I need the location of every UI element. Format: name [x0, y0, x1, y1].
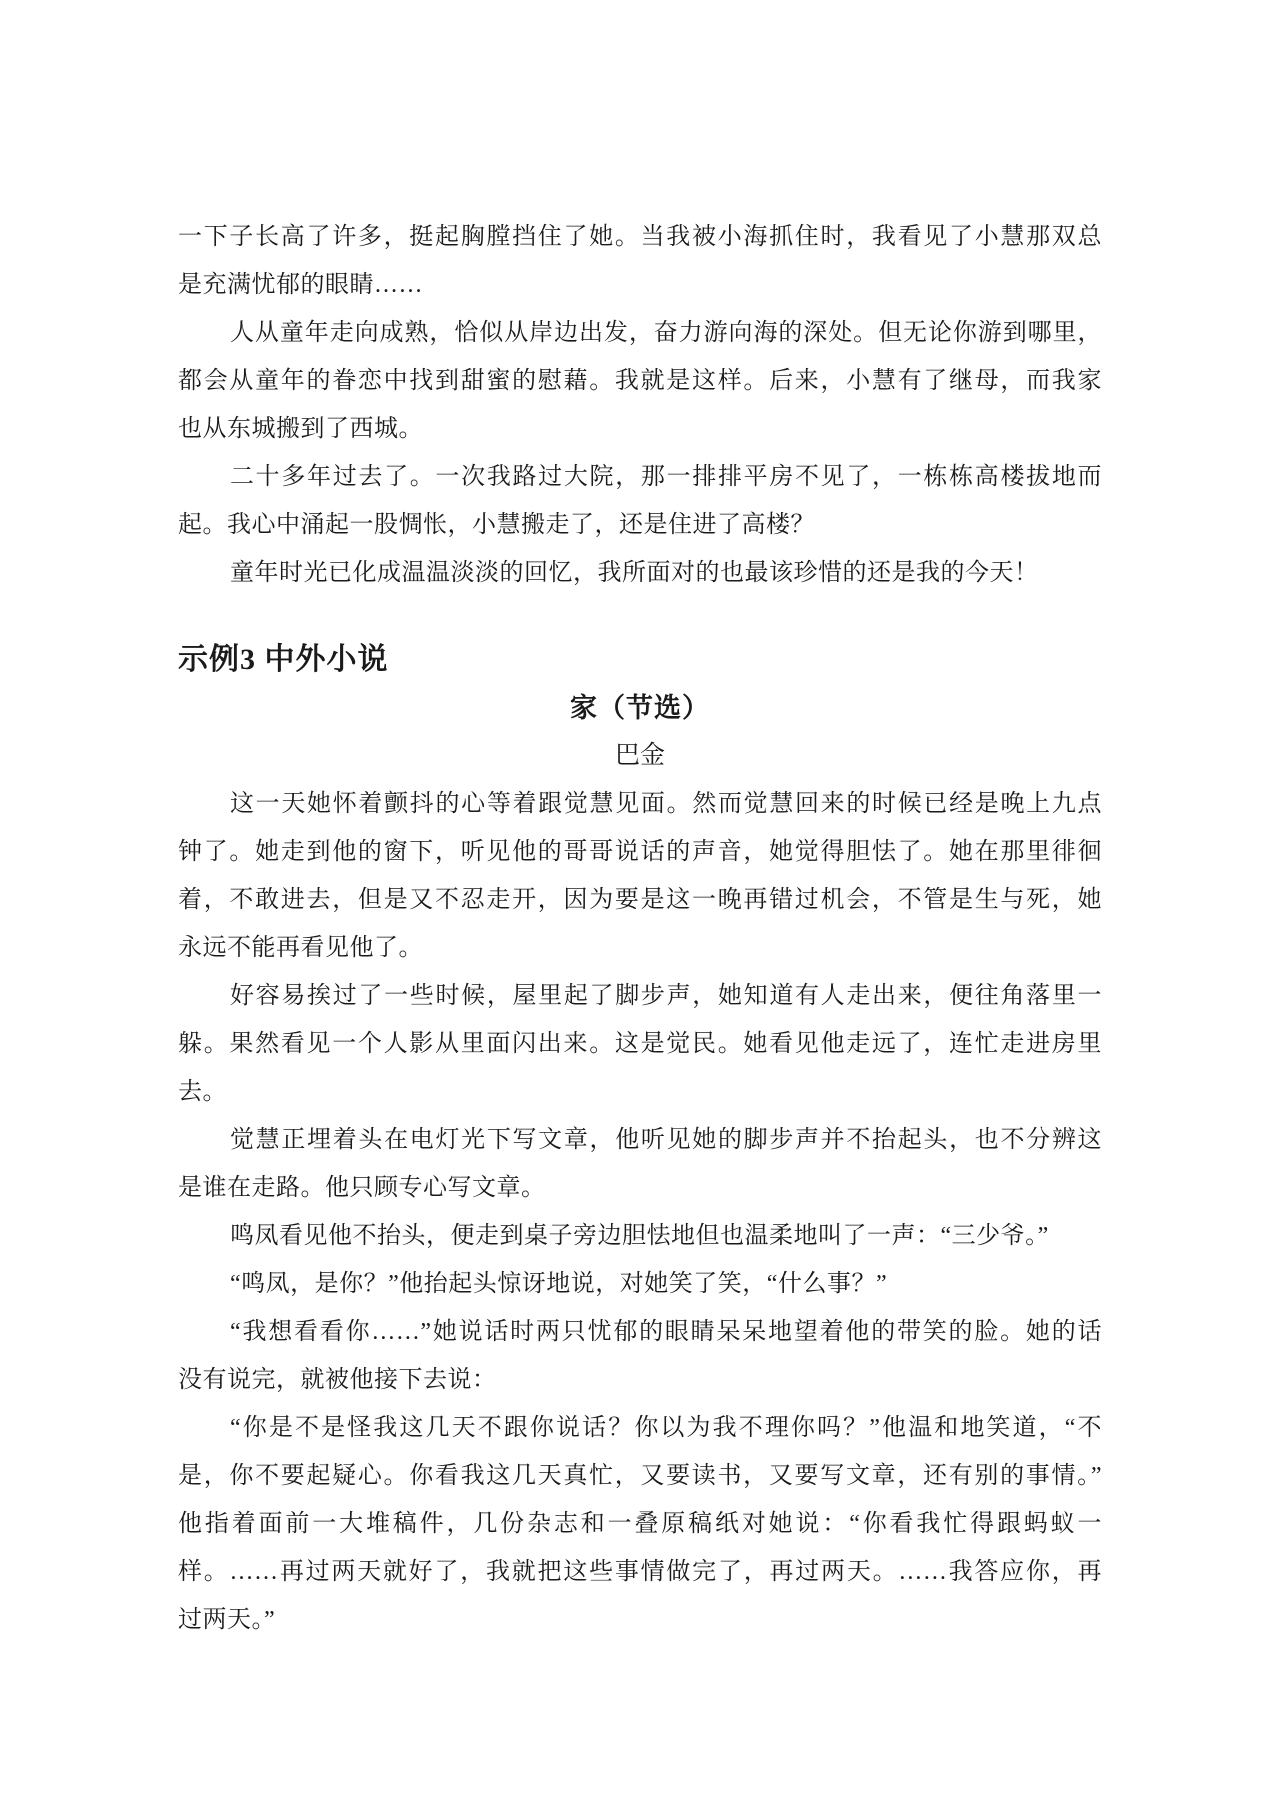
text-line: 躲。果然看见一个人影从里面闪出来。这是觉民。她看见他走远了，连忙走进房里	[178, 1031, 1102, 1057]
section-heading: 示例3 中外小说	[178, 643, 389, 676]
text-line: “鸣凤，是你？”他抬起头惊讶地说，对她笑了笑，“什么事？”	[230, 1271, 888, 1297]
text-line: “我想看看你……”她说话时两只忧郁的眼睛呆呆地望着他的带笑的脸。她的话	[230, 1319, 1102, 1345]
text-line: 起。我心中涌起一股惆怅，小慧搬走了，还是住进了高楼？	[178, 512, 815, 538]
paragraph	[178, 1404, 1102, 1644]
paragraph	[178, 780, 1102, 972]
text-line: 是谁在走路。他只顾专心写文章。	[178, 1175, 546, 1201]
text-line: 觉慧正埋着头在电灯光下写文章，他听见她的脚步声并不抬起头，也不分辨这	[230, 1127, 1102, 1153]
excerpt-author: 巴金	[614, 742, 665, 769]
text-line: 样。……再过两天就好了，我就把这些事情做完了，再过两天。……我答应你，再	[178, 1559, 1102, 1585]
excerpt-title: 家（节选）	[570, 693, 710, 723]
paragraph	[178, 213, 1102, 309]
top-paragraphs	[178, 213, 1102, 597]
text-line: “你是不是怪我这几天不跟你说话？你以为我不理你吗？”他温和地笑道，“不	[230, 1415, 1102, 1441]
text-line: 鸣凤看见他不抬头，便走到桌子旁边胆怯地但也温柔地叫了一声：“三少爷。”	[230, 1223, 1049, 1249]
text-line: 过两天。”	[178, 1607, 276, 1633]
paragraph	[178, 972, 1102, 1116]
paragraph	[178, 309, 1102, 453]
text-line: 这一天她怀着颤抖的心等着跟觉慧见面。然而觉慧回来的时候已经是晚上九点	[230, 791, 1102, 817]
text-line: 是充满忧郁的眼睛……	[178, 272, 423, 298]
text-line: 是，你不要起疑心。你看我这几天真忙，又要读书，又要写文章，还有别的事情。”	[178, 1463, 1102, 1489]
paragraph	[178, 1116, 1102, 1212]
paragraph	[178, 453, 1102, 549]
text-line: 他指着面前一大堆稿件，几份杂志和一叠原稿纸对她说：“你看我忙得跟蚂蚁一	[178, 1511, 1102, 1537]
text-line: 永远不能再看见他了。	[178, 935, 423, 961]
text-line: 都会从童年的眷恋中找到甜蜜的慰藉。我就是这样。后来，小慧有了继母，而我家	[178, 368, 1102, 394]
text-line: 也从东城搬到了西城。	[178, 416, 423, 442]
body-paragraphs	[178, 780, 1102, 1644]
paragraph	[178, 1212, 1102, 1260]
paragraph	[178, 549, 1102, 597]
paragraph	[178, 1260, 1102, 1308]
text-line: 二十多年过去了。一次我路过大院，那一排排平房不见了，一栋栋高楼拔地而	[230, 464, 1102, 490]
paragraph	[178, 1308, 1102, 1404]
text-line: 钟了。她走到他的窗下，听见他的哥哥说话的声音，她觉得胆怯了。她在那里徘徊	[178, 839, 1102, 865]
text-line: 好容易挨过了一些时候，屋里起了脚步声，她知道有人走出来，便往角落里一	[230, 983, 1102, 1009]
text-line: 一下子长高了许多，挺起胸膛挡住了她。当我被小海抓住时，我看见了小慧那双总	[178, 224, 1102, 250]
text-line: 童年时光已化成温温淡淡的回忆，我所面对的也最该珍惜的还是我的今天！	[230, 560, 1039, 586]
text-line: 去。	[178, 1079, 227, 1105]
text-line: 着，不敢进去，但是又不忍走开，因为要是这一晚再错过机会，不管是生与死，她	[178, 887, 1102, 913]
text-line: 人从童年走向成熟，恰似从岸边出发，奋力游向海的深处。但无论你游到哪里，	[230, 320, 1102, 346]
text-line: 没有说完，就被他接下去说：	[178, 1367, 497, 1393]
